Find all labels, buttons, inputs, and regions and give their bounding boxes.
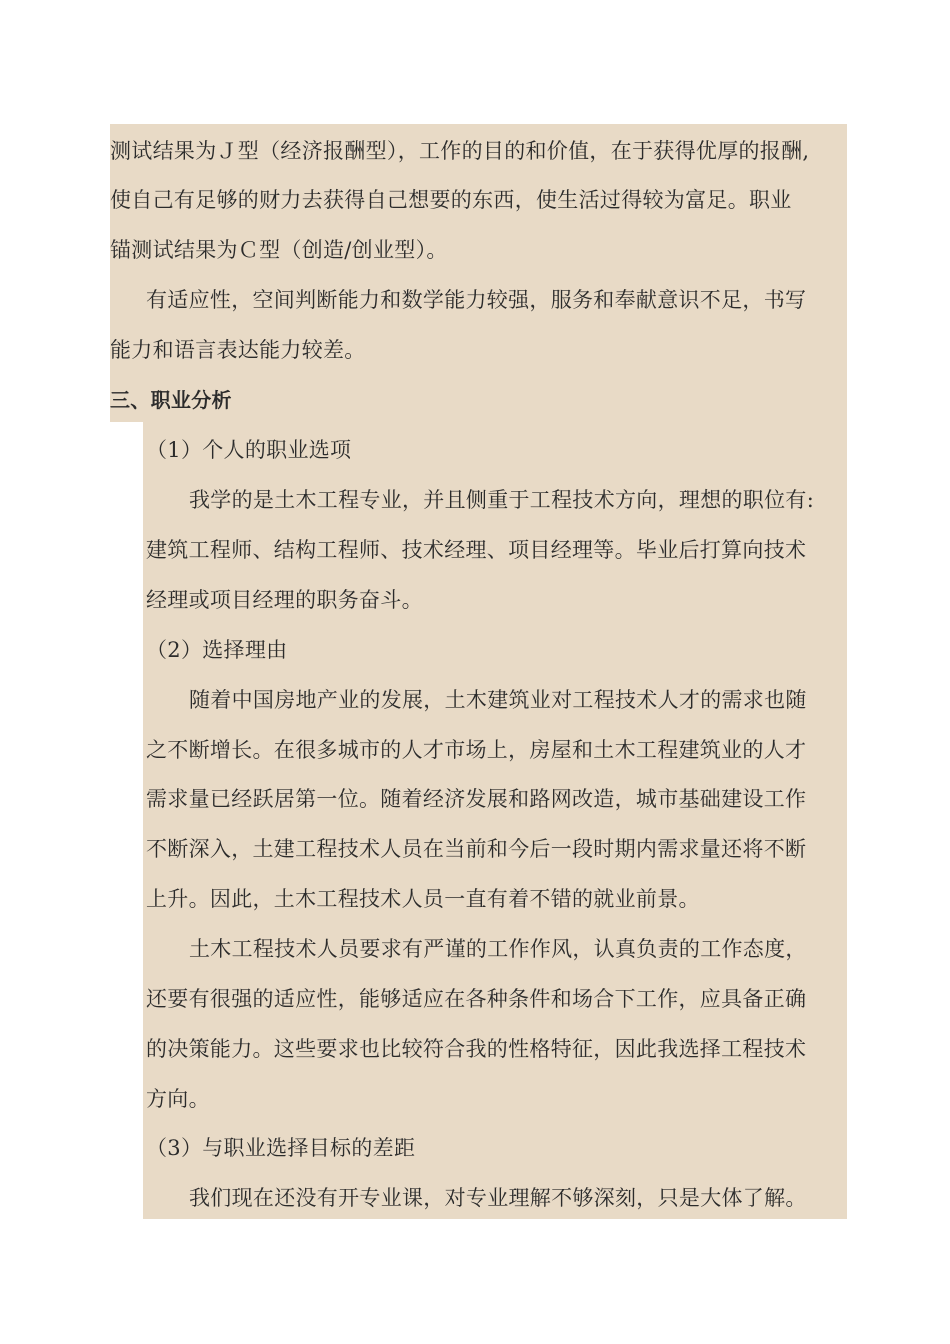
text-line-19: 的决策能力。这些要求也比较符合我的性格特征，因此我选择工程技术 (146, 1037, 807, 1061)
text-line-20: 方向。 (146, 1087, 210, 1111)
highlight-block-top (110, 124, 847, 422)
text-line-4: 有适应性，空间判断能力和数学能力较强，服务和奉献意识不足，书写 (146, 288, 807, 312)
text-line-5: 能力和语言表达能力较差。 (110, 338, 366, 362)
section-heading: 三、职业分析 (110, 388, 232, 412)
text-line-10: 经理或项目经理的职务奋斗。 (146, 588, 423, 612)
subheading-2: （2）选择理由 (146, 638, 288, 662)
text-line-18: 还要有很强的适应性，能够适应在各种条件和场合下工作，应具备正确 (146, 987, 807, 1011)
text-line-22: 我们现在还没有开专业课，对专业理解不够深刻，只是大体了解。 (189, 1186, 807, 1210)
text-line-17: 土木工程技术人员要求有严谨的工作作风，认真负责的工作态度， (189, 937, 807, 961)
text-line-8: 我学的是土木工程专业，并且侧重于工程技术方向，理想的职位有: (189, 488, 815, 512)
text-line-15: 不断深入，土建工程技术人员在当前和今后一段时期内需求量还将不断 (146, 837, 807, 861)
subheading-1: （1）个人的职业选项 (146, 438, 352, 462)
text-line-12: 随着中国房地产业的发展，土木建筑业对工程技术人才的需求也随 (189, 688, 807, 712)
text-line-3: 锚测试结果为Ｃ型（创造/创业型）。 (110, 238, 448, 262)
text-line-16: 上升。因此，土木工程技术人员一直有着不错的就业前景。 (146, 887, 700, 911)
text-line-1: 测试结果为Ｊ型（经济报酬型），工作的目的和价值，在于获得优厚的报酬, (110, 139, 810, 163)
subheading-3: （3）与职业选择目标的差距 (146, 1136, 416, 1160)
text-line-2: 使自己有足够的财力去获得自己想要的东西，使生活过得较为富足。职业 (110, 188, 792, 212)
text-line-9: 建筑工程师、结构工程师、技术经理、项目经理等。毕业后打算向技术 (146, 538, 807, 562)
text-line-13: 之不断增长。在很多城市的人才市场上，房屋和土木工程建筑业的人才 (146, 738, 807, 762)
text-line-14: 需求量已经跃居第一位。随着经济发展和路网改造，城市基础建设工作 (146, 787, 807, 811)
